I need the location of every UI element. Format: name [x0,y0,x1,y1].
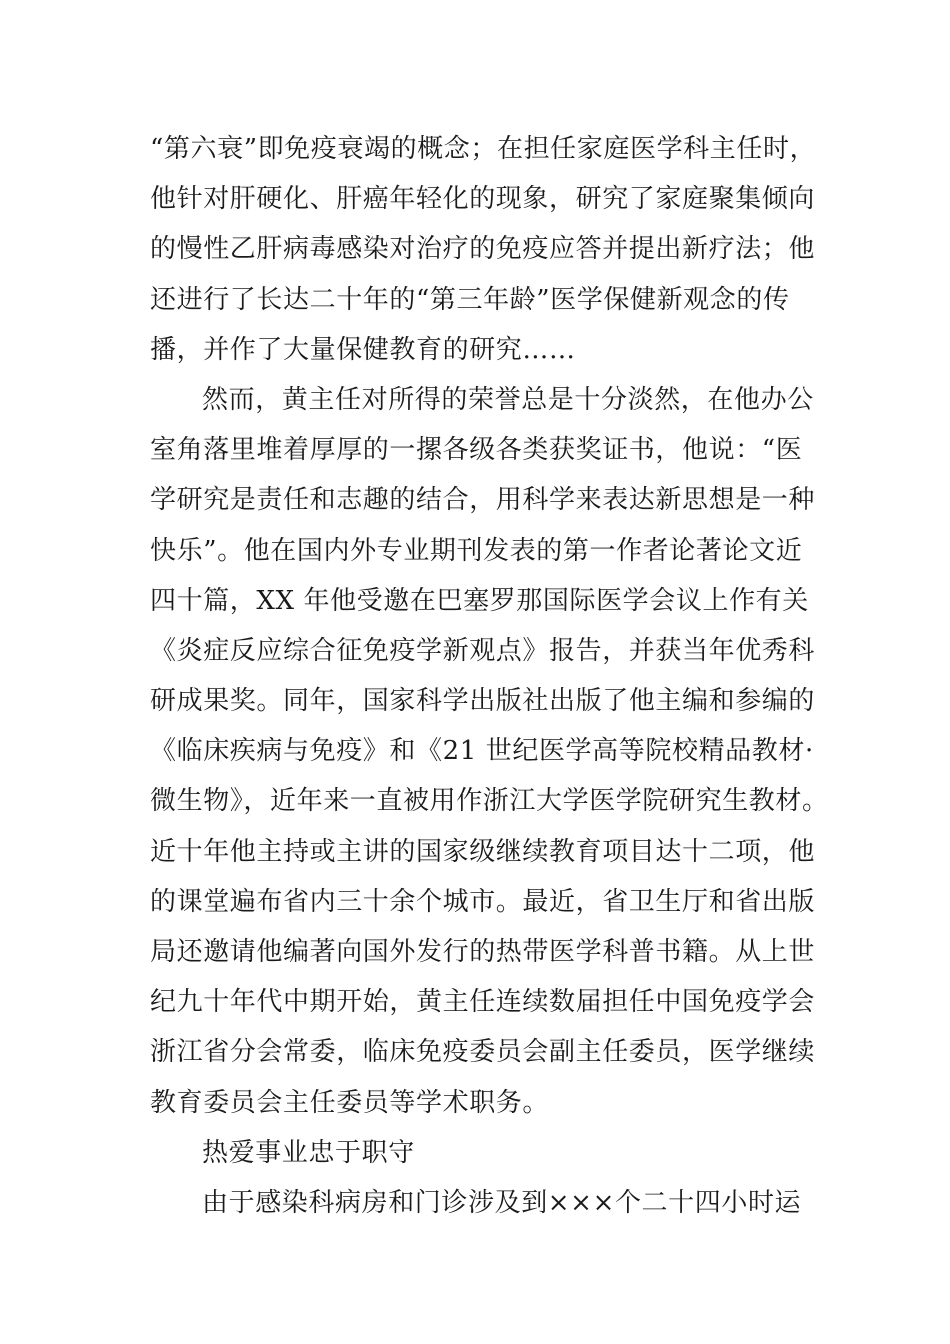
text-line: 室角落里堆着厚厚的一摞各级各类获奖证书，他说：“医 [150,435,803,466]
text-line: 快乐”。他在国内外专业期刊发表的第一作者论著论文近 [150,535,803,566]
text-line: 近十年他主持或主讲的国家级继续教育项目达十二项，他 [150,836,816,867]
text-line: 播，并作了大量保健教育的研究…… [150,334,576,365]
text-line: 教育委员会主任委员等学术职务。 [150,1087,550,1118]
text-line: 的慢性乙肝病毒感染对治疗的免疫应答并提出新疗法；他 [150,234,816,265]
text-line: 研成果奖。同年，国家科学出版社出版了他主编和参编的 [150,686,816,717]
text-line: 微生物》，近年来一直被用作浙江大学医学院研究生教材。 [150,786,829,817]
text-line: 浙江省分会常委，临床免疫委员会副主任委员，医学继续 [150,1037,816,1068]
text-line: 的课堂遍布省内三十余个城市。最近，省卫生厅和省出版 [150,886,816,917]
text-line: 纪九十年代中期开始，黄主任连续数届担任中国免疫学会 [150,987,816,1018]
text-line: 还进行了长达二十年的“第三年龄”医学保健新观念的传 [150,284,790,315]
text-line: 局还邀请他编著向国外发行的热带医学科普书籍。从上世 [150,937,816,967]
paragraph-start-line: 然而，黄主任对所得的荣誉总是十分淡然，在他办公 [202,384,814,415]
text-line: 他针对肝硬化、肝癌年轻化的现象，研究了家庭聚集倾向 [150,184,816,215]
paragraph-start-line: 由于感染科病房和门诊涉及到×××个二十四小时运 [202,1187,802,1218]
text-line: 《炎症反应综合征免疫学新观点》报告，并获当年优秀科 [150,635,816,666]
text-line: 四十篇，XX 年他受邀在巴塞罗那国际医学会议上作有关 [150,585,809,616]
text-line: 学研究是责任和志趣的结合，用科学来表达新思想是一种 [150,485,816,516]
text-line: 《临床疾病与免疫》和《21 世纪医学高等院校精品教材· [150,736,814,767]
section-heading: 热爱事业忠于职守 [202,1137,415,1168]
body-text [150,124,850,1228]
text-line: “第六衰”即免疫衰竭的概念；在担任家庭医学科主任时， [150,134,817,164]
